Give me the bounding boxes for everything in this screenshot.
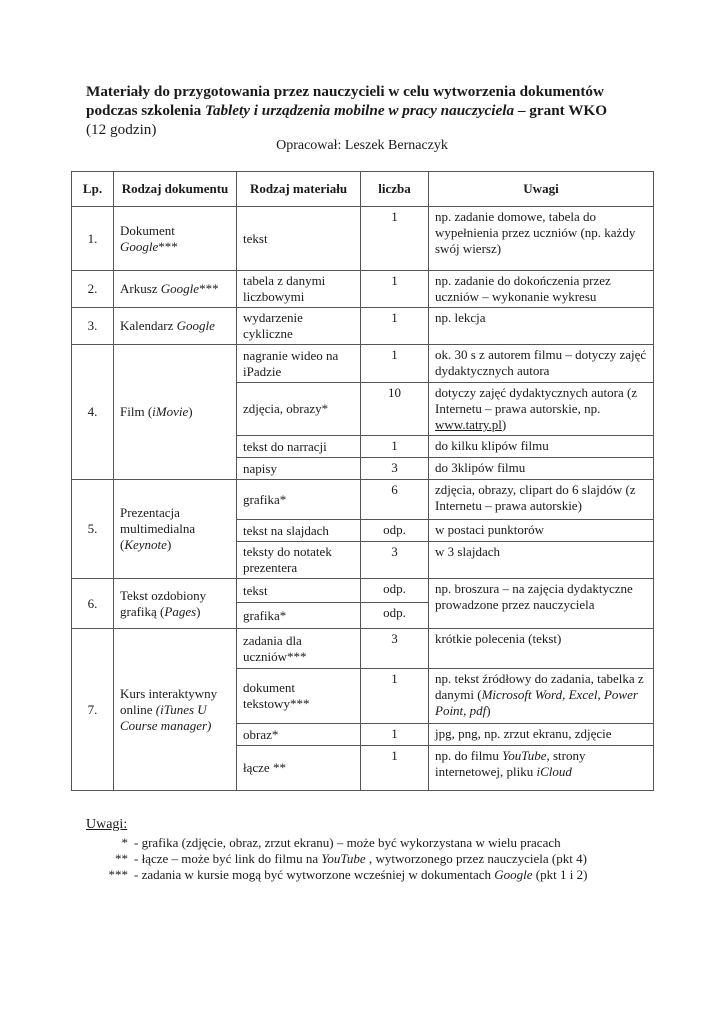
table-row — [72, 345, 654, 383]
document-heading — [86, 82, 646, 139]
count: odp. — [361, 603, 429, 629]
title-line-2: podczas szkolenia Tablety i urządzenia mobilne w pracy nauczyciela – grant WKO — [86, 102, 608, 119]
col-header-notes: Uwagi — [429, 172, 654, 207]
count: 3 — [361, 542, 429, 579]
count: 1 — [361, 308, 429, 345]
author-line: Opracował: Leszek Bernaczyk — [276, 138, 448, 153]
count: 1 — [361, 345, 429, 383]
material-type: zdjęcia, obrazy* — [237, 383, 361, 436]
col-header-lp: Lp. — [72, 172, 114, 207]
title-line-1: Materiały do przygotowania przez nauczycieli w celu wytworzenia dokumentów — [86, 83, 604, 100]
table-row — [72, 480, 654, 520]
document-type: Kurs interaktywny online (iTunes U Course manager) — [114, 629, 237, 791]
col-header-material-type: Rodzaj materiału — [237, 172, 361, 207]
material-type: łącze ** — [237, 746, 361, 791]
material-type: grafika* — [237, 480, 361, 520]
note: np. lekcja — [429, 308, 654, 345]
note-item: *** - zadania w kursie mogą być wytworzone wcześniej w dokumentach Google (pkt 1 i 2) — [108, 867, 588, 882]
note: w postaci punktorów — [429, 520, 654, 542]
material-type: zadania dla uczniów*** — [237, 629, 361, 669]
row-number: 6. — [72, 579, 114, 629]
note-item: ** - łącze – może być link do filmu na YouTube , wytworzonego przez nauczyciela (pkt 4) — [115, 851, 587, 866]
material-type: wydarzenie cykliczne — [237, 308, 361, 345]
row-number: 3. — [72, 308, 114, 345]
count: 3 — [361, 458, 429, 480]
link-tatry[interactable]: www.tatry.pl — [435, 417, 502, 432]
row-number: 1. — [72, 207, 114, 271]
table-row — [72, 271, 654, 308]
notes-list — [86, 835, 686, 883]
table-row — [72, 579, 654, 603]
note-item: * - grafika (zdjęcie, obraz, zrzut ekranu) – może być wykorzystana w wielu pracach — [121, 835, 561, 850]
note: np. zadanie do dokończenia przez uczniów – wykonanie wykresu — [429, 271, 654, 308]
table-row — [72, 629, 654, 669]
note: jpg, png, np. zrzut ekranu, zdjęcie — [429, 724, 654, 746]
table-header-row — [72, 172, 654, 207]
note: np. zadanie domowe, tabela do wypełnienia przez uczniów (np. każdy swój wiersz) — [429, 207, 654, 271]
material-type: obraz* — [237, 724, 361, 746]
material-type: tabela z danymi liczbowymi — [237, 271, 361, 308]
count: 6 — [361, 480, 429, 520]
document-type: Film (iMovie) — [114, 345, 237, 480]
note: zdjęcia, obrazy, clipart do 6 slajdów (z Internetu – prawa autorskie) — [429, 480, 654, 520]
col-header-doc-type: Rodzaj dokumentu — [114, 172, 237, 207]
count: 10 — [361, 383, 429, 436]
count: 3 — [361, 629, 429, 669]
count: 1 — [361, 436, 429, 458]
row-number: 2. — [72, 271, 114, 308]
count: 1 — [361, 746, 429, 791]
note: do 3klipów filmu — [429, 458, 654, 480]
material-type: nagranie wideo na iPadzie — [237, 345, 361, 383]
material-type: tekst do narracji — [237, 436, 361, 458]
material-type: tekst — [237, 207, 361, 271]
note: np. tekst źródłowy do zadania, tabelka z danymi (Microsoft Word, Excel, Power Point, pdf) — [429, 669, 654, 724]
document-type: Dokument Google*** — [114, 207, 237, 271]
material-type: napisy — [237, 458, 361, 480]
materials-table — [71, 171, 654, 791]
count: 1 — [361, 207, 429, 271]
material-type: dokument tekstowy*** — [237, 669, 361, 724]
table-row — [72, 308, 654, 345]
table-body — [72, 207, 654, 791]
row-number: 7. — [72, 629, 114, 791]
material-type: teksty do notatek prezentera — [237, 542, 361, 579]
count: 1 — [361, 724, 429, 746]
document-type: Kalendarz Google — [114, 308, 237, 345]
document-type: Arkusz Google*** — [114, 271, 237, 308]
table-row — [72, 207, 654, 271]
document-type: Prezentacja multimedialna (Keynote) — [114, 480, 237, 579]
material-type: tekst — [237, 579, 361, 603]
note: do kilku klipów filmu — [429, 436, 654, 458]
row-number: 4. — [72, 345, 114, 480]
count: 1 — [361, 669, 429, 724]
note: np. do filmu YouTube, strony internetowej, pliku iCloud — [429, 746, 654, 791]
note: w 3 slajdach — [429, 542, 654, 579]
material-type: grafika* — [237, 603, 361, 629]
count: odp. — [361, 520, 429, 542]
hours-line: (12 godzin) — [86, 121, 157, 138]
note: dotyczy zajęć dydaktycznych autora (z Internetu – prawa autorskie, np. www.tatry.pl) — [429, 383, 654, 436]
note: krótkie polecenia (tekst) — [429, 629, 654, 669]
count: 1 — [361, 271, 429, 308]
document-type: Tekst ozdobiony grafiką (Pages) — [114, 579, 237, 629]
count: odp. — [361, 579, 429, 603]
notes-title: Uwagi: — [86, 817, 128, 832]
row-number: 5. — [72, 480, 114, 579]
note: np. broszura – na zajęcia dydaktyczne prowadzone przez nauczyciela — [429, 579, 654, 629]
material-type: tekst na slajdach — [237, 520, 361, 542]
note: ok. 30 s z autorem filmu – dotyczy zajęć dydaktycznych autora — [429, 345, 654, 383]
notes-section — [86, 817, 686, 883]
col-header-count: liczba — [361, 172, 429, 207]
